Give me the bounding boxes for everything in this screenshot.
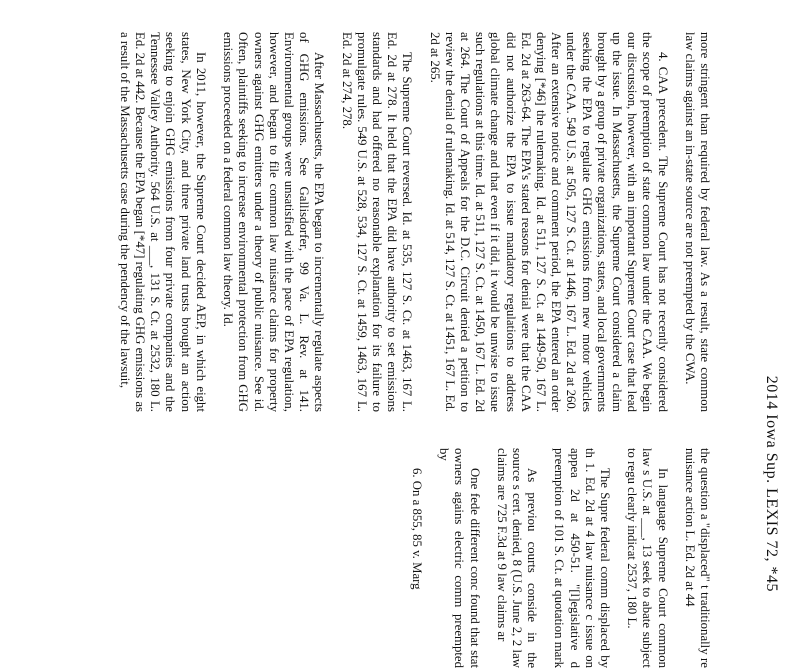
paragraph-caa-precedent: 4. CAA precedent. The Supreme Court has not recently considered the scope of preemption of state common law under the CAA. We begin our discussion, however, with an important Supreme Court case that lead up the issue. In Massachusetts, the Supreme Court considered a claim brought by a group of private organizations, states, and local governments seeking the EPA to regulate GHG emissions from new motor vehicles under the CAA. 549 U.S. at 505, 127 S. Ct. at 1446, 167 L. Ed. 2d at 260. After an extensive notice and comment period, the EPA entered an order denying [*46] the rulemaking. Id. at 511, 127 S. Ct. at 1449-50, 167 L. Ed. 2d at 263-64. The EPA's stated reasons for denial were that the CAA did not authorize the EPA to issue mandatory regulations to address global climate change and that even if it did, it would be unwise to issue such regulations at this time. Id. at 511, 127 S. Ct. at 1450, 167 L. Ed. 2d at 264. The Court of Appeals for the D.C. Circuit denied a petition to review the denial of rulemaking. Id. at 514, 127 S. Ct. at 1451, 167 L. Ed. 2d at 265.: [427, 32, 670, 412]
main-text-column: [105, 32, 712, 412]
side-paragraph-2: In language Supreme Court common law s U.S. at ___, 13 seek to abate subject to regu clearly indicat 2537, 180 L.: [625, 448, 670, 668]
paragraph-aep-2011: In 2011, however, the Supreme Court decided AEP, in which eight states, New York City, and three private land trusts brought an action seeking to enjoin GHG emissions from four private companies and the Tennessee Valley Authority. 564 U.S. at ___, 131 S. Ct. at 2532, 180 L. Ed. 2d at 442. Because the EPA began [*47] regulating GHG emissions as a result of the Massachusetts case during the pendency of the lawsuit,: [117, 32, 208, 412]
side-paragraph-6: 6. On a 855, 85 v. Marg: [409, 468, 424, 590]
cut-off-side-column: [397, 448, 712, 668]
side-paragraph-5: One fede different conc found that stat owners agains electric comm preempted by: [437, 448, 482, 668]
running-header: 2014 Iowa Sup. LEXIS 72, *45: [763, 375, 780, 592]
paragraph-supreme-court-reversed: The Supreme Court reversed. Id. at 535, 127 S. Ct. at 1463, 167 L. Ed. 2d at 278. It held that the EPA did have authority to set emissions standards and had offered no reasonable explanation for its failure to promulgate rules. 549 U.S. at 528, 534, 127 S. Ct. at 1459, 1463, 167 L. Ed. 2d at 274, 278.: [339, 32, 415, 412]
side-paragraph-4: As previou courts conside in the source s cert. denied, 8 (U.S. June 2, 2 law claims are 725 F.3d at 9 law claims ar: [494, 448, 540, 668]
side-paragraph-3: The Supre federal comm displaced by th 1. Ed. 2d at 4 law nuisance c issue on appea 2d at 450-51. "[l]egislative d preemption of 101 S. Ct. at quotation mark: [552, 448, 612, 668]
paragraph-after-massachusetts: After Massachusetts, the EPA began to incrementally regulate aspects of GHG emissions. See Gallisdorfer, 99 Va. L. Rev. at 141. Environmental groups were unsatisfied with the pace of EPA regulation, however, and began to file common law nuisance claims for property owners against GHG emitters under a theory of public nuisance. See id. Often, plaintiffs seeking to increase environmental protection from GHG emissions proceeded on a federal common law theory. Id.: [221, 32, 327, 412]
side-paragraph-1: the question a "displaced" t traditionally re nuisance action L. Ed. 2d at 44: [682, 448, 712, 668]
paragraph-cwa-conclusion: more stringent than required by federal law. As a result, state common law claims against an in-state source are not preempted by the CWA.: [682, 32, 712, 412]
